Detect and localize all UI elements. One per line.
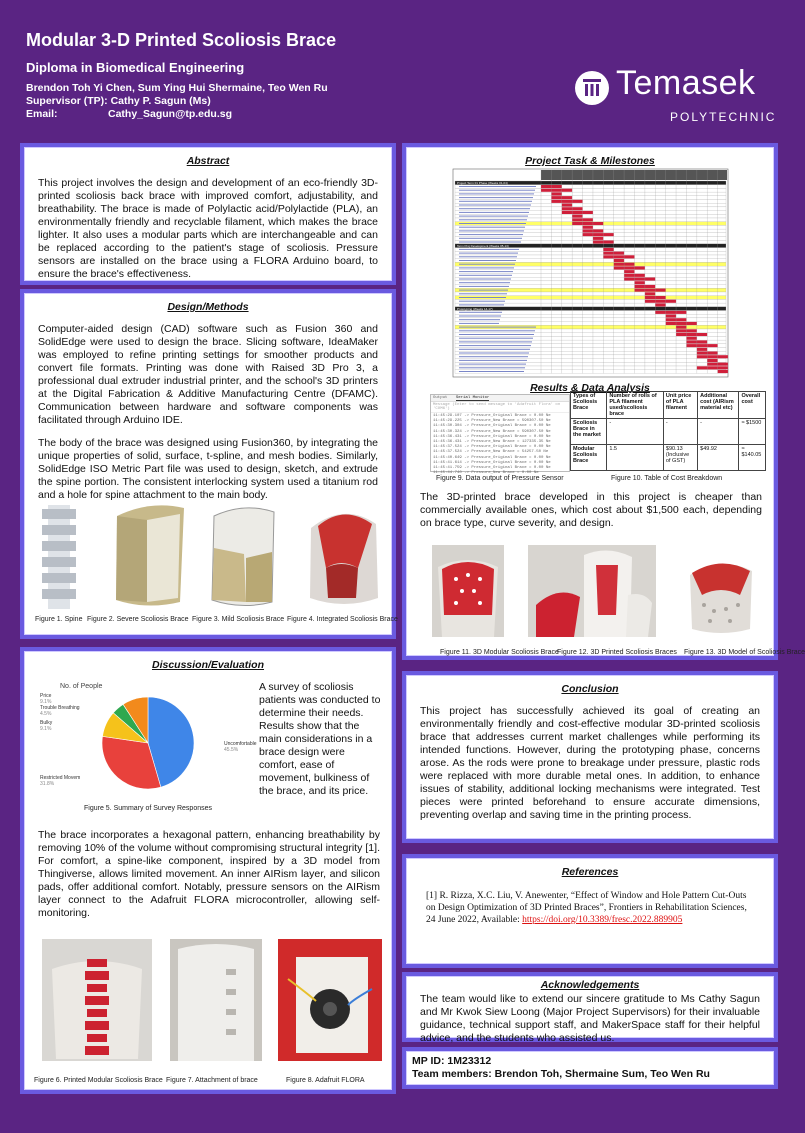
gantt-bar: [676, 333, 707, 336]
acknowledgements-title: Acknowledgements: [540, 979, 640, 991]
gantt-task-label: [459, 334, 534, 335]
gantt-bar: [614, 266, 645, 269]
gantt-task-label: [459, 253, 518, 254]
reference-1: [426, 890, 754, 926]
gantt-bar: [603, 255, 634, 258]
conclusion-panel: [402, 671, 778, 843]
gantt-task-label: [459, 190, 535, 191]
gantt-task-label: [459, 216, 528, 217]
gantt-task-label: [459, 360, 527, 361]
gantt-task-label: [459, 290, 508, 291]
gantt-task-label: [459, 349, 530, 350]
conclusion-text: This project has successfully achieved its goal of creating an environmentally friendly and cost-effective modular 3D-printed scoliosis brace that addresses current market challenges while performing its intended functions. However, during the prototyping phase, concerns arose. As the rods were prone to breakage under pressure, plastic rods were replaced with more durable metal ones. In addition, to enhance issues of stability, additional locking mechanisms were integrated. Test pieces were printed beforehand to ensure accurate dimensions, preventing overlap and saving time in the printing process.: [420, 705, 760, 821]
mp-id: MP ID: 1M23312: [412, 1055, 492, 1067]
gantt-task-label: [459, 205, 531, 206]
email-value: Cathy_Sagun@tp.edu.sg: [108, 108, 233, 120]
cost-table-cell: ≈ $1500: [739, 419, 766, 445]
serial-message-input[interactable]: Message (Enter to send message to 'Adafruit Flora' on 'COM6'): [431, 402, 569, 413]
pie-label-2: Bulky: [40, 720, 53, 726]
gantt-task-label: [459, 242, 521, 243]
reference-1-text: [1] R. Rizza, X.C. Liu, V. Anewenter, “Effect of Window and Hole Pattern Cut-Outs on Design Optimization of 3D Printed Braces”, Frontiers in Rehabilitation Sciences, 24 June 2022, Available:: [426, 891, 747, 925]
gantt-task-label: [459, 367, 525, 368]
serial-line: 11:45:44.740 -> Pressure_New Brace = 0.00 Ne: [433, 471, 539, 476]
cost-table: [570, 391, 766, 471]
cost-table-cell: Scoliosis Brace in the market: [571, 419, 607, 445]
pie-label-value-1: 31.8%: [40, 781, 55, 787]
gantt-task-label: [459, 264, 515, 265]
serial-line: 11:45:36.431 -> Pressure_New Brace = 127335.35 Ne: [433, 440, 551, 445]
gantt-bar: [593, 237, 603, 240]
gantt-task-label: [459, 186, 536, 187]
cost-table-cell: $90.13 (Inclusive of GST): [663, 445, 697, 471]
spine-model-image: [34, 501, 84, 613]
design-title: Design/Methods: [167, 301, 249, 313]
mild-brace-image: [202, 498, 287, 610]
gantt-bar: [697, 366, 728, 369]
cost-table-row: [571, 445, 766, 471]
gantt-task-label: [459, 323, 499, 324]
gantt-bar: [551, 192, 561, 195]
gantt-bar: [697, 348, 707, 351]
figure-2-caption: Figure 2. Severe Scoliosis Brace: [87, 616, 189, 623]
gantt-bar: [645, 300, 676, 303]
gantt-bar: [676, 326, 686, 329]
logo-sub: POLYTECHNIC: [670, 110, 777, 124]
discussion-title: Discussion/Evaluation: [151, 659, 265, 671]
figure-5-caption: Figure 5. Summary of Survey Responses: [84, 805, 212, 812]
gantt-task-label: [459, 356, 528, 357]
design-panel: [20, 289, 396, 639]
gantt-bar: [583, 226, 593, 229]
serial-line: 11:45:37.524 -> Pressure_Original Brace = 0.00 Ne: [433, 445, 551, 450]
abstract-text: This project involves the design and development of an eco-friendly 3D-printed scoliosis back brace with improved comfort, adjustability, and breathability. The brace is made of Polylactic acid/Polylactide (PLA), an environmentally friendly and recyclable filament, which makes the brace lighter. It also uses a modular parts which are interchangeable and can be replaced according to the patient's stage of scoliosis. Pressure sensors are installed on the brace using a FLORA Arduino board, to ensure the brace's effectiveness.: [38, 177, 378, 280]
cost-table-row: [571, 419, 766, 445]
gantt-bar: [614, 259, 624, 262]
gantt-bar: [541, 189, 572, 192]
gantt-bar: [707, 359, 717, 362]
supervisor: Supervisor (TP): Cathy P. Sagun (Ms): [26, 95, 211, 107]
integrated-brace-image: [296, 498, 391, 610]
gantt-bar: [624, 278, 655, 281]
temasek-logo: [574, 66, 779, 128]
pie-label-0: Uncomfortable: [224, 741, 257, 747]
gantt-bar: [718, 370, 728, 373]
gantt-task-label: [459, 304, 504, 305]
gantt-bar: [603, 248, 613, 251]
gantt-task-label: [459, 338, 533, 339]
brace-attachment-photo: [170, 939, 262, 1061]
cost-table-cell: Modular Scoliosis Brace: [571, 445, 607, 471]
footer-panel: [402, 1047, 778, 1089]
gantt-task-label: [459, 193, 534, 194]
milestones-title: Project Task & Milestones: [525, 155, 655, 167]
printed-braces-photo: [528, 545, 656, 637]
gantt-task-label: [459, 286, 509, 287]
gantt-bar: [572, 222, 603, 225]
gantt-task-label: [459, 312, 502, 313]
serial-line: 11:45:30.324 -> Pressure_New Brace = 590307.50 Ne: [433, 429, 551, 434]
gantt-bar: [697, 355, 728, 358]
gantt-task-label: [459, 238, 522, 239]
gantt-task-label: [459, 212, 529, 213]
poster-subtitle: Diploma in Biomedical Engineering: [26, 60, 245, 75]
results-text: The 3D-printed brace developed in this project is cheaper than commercially available ones, which cost about $1,500 each, depending on brace type, curve severity, and design.: [420, 491, 762, 529]
discussion-paragraph-2: The brace incorporates a hexagonal pattern, enhancing breathability by removing 10% of the volume without compromising structural integrity [1]. For comfort, a spine-like component, inspired by a 3D model from Thingiverse, allows limited movement. An inner AIRism layer, and silicon pads, offer additional comfort. Notably, pressure sensors on the AIRism layer connect to the Adafruit FLORA microcontroller, allowing self-monitoring.: [38, 829, 380, 919]
gantt-task-label: [459, 223, 526, 224]
figure-3-caption: Figure 3. Mild Scoliosis Brace: [192, 616, 285, 623]
poster-title: Modular 3-D Printed Scoliosis Brace: [26, 30, 337, 50]
gantt-bar: [666, 315, 676, 318]
gantt-task-label: [459, 327, 536, 328]
serial-monitor: [430, 394, 570, 476]
gantt-task-label: [459, 234, 523, 235]
discussion-panel: [20, 647, 396, 1094]
serial-lines: [431, 413, 569, 477]
gantt-bar: [686, 337, 696, 340]
reference-1-link[interactable]: https://doi.org/10.3389/fresc.2022.889905: [522, 915, 683, 925]
gantt-task-label: [459, 201, 532, 202]
serial-line: 11:45:30.304 -> Pressure_Original Brace = 0.00 Ne: [433, 424, 551, 429]
acknowledgements-panel: [402, 972, 778, 1042]
modular-brace-photo: [432, 545, 504, 637]
pie-label-value-4: 9.1%: [40, 699, 52, 705]
cost-table-header-cell: Unit price of PLA filament: [663, 392, 697, 419]
acknowledgements-text: The team would like to extend our sincere gratitude to Ms Cathy Sagun and Mr Kwok Siew Loong (Major Project Supervisors) for their invaluable guidance, technical support staff, and MakerSpace staff for their helpful advice, and the students who assisted us.: [420, 993, 760, 1044]
serial-line: 11:45:36.431 -> Pressure_Original Brace = 0.00 Ne: [433, 434, 551, 439]
figure-4-caption: Figure 4. Integrated Scoliosis Brace: [287, 616, 398, 623]
survey-text: A survey of scoliosis patients was conducted to determine their needs. Results show that the main considerations in a brace design were comfort, ease of movement, bulkiness of the brace, and its price.: [259, 681, 381, 797]
gantt-bar: [645, 292, 655, 295]
gantt-task-label: [459, 208, 530, 209]
pie-label-1: Restricted Movem: [40, 775, 81, 781]
gantt-task-label: [459, 197, 533, 198]
gantt-task-label: [459, 364, 526, 365]
pie-label-value-0: 45.5%: [224, 747, 239, 753]
results-title: Results & Data Analysis: [530, 382, 650, 394]
gantt-bar: [666, 322, 697, 325]
gantt-task-label: [459, 301, 505, 302]
authors: Brendon Toh Yi Chen, Sum Ying Hui Shermaine, Teo Wen Ru: [26, 82, 328, 94]
figure-13-caption: Figure 13. 3D Model of Scoliosis Brace: [684, 649, 805, 656]
survey-pie-chart: [36, 675, 266, 803]
gantt-chart: [453, 169, 728, 377]
gantt-task-label: [459, 297, 506, 298]
gantt-task-label: [459, 319, 500, 320]
brace-3d-model-image: [680, 545, 762, 637]
serial-output-tab[interactable]: Output: [433, 396, 448, 400]
gantt-task-label: [459, 249, 519, 250]
gantt-week-header: [541, 170, 727, 180]
gantt-task-label: [459, 256, 517, 257]
gantt-task-label: [459, 271, 513, 272]
gantt-section-label: Prototyping (Weeks 14-17): [457, 306, 493, 311]
gantt-task-label: [459, 353, 529, 354]
gantt-task-label: [459, 293, 507, 294]
adafruit-flora-photo: [278, 939, 382, 1061]
references-title: References: [561, 866, 619, 878]
serial-monitor-tab[interactable]: Serial Monitor: [455, 396, 490, 400]
gantt-task-label: [459, 230, 524, 231]
gantt-task-label: [459, 341, 532, 342]
cost-table-cell: -: [698, 419, 739, 445]
pie-label-value-3: 4.5%: [40, 711, 52, 717]
gantt-task-label: [459, 275, 512, 276]
references-panel: [402, 854, 778, 968]
figure-6-caption: Figure 6. Printed Modular Scoliosis Brace: [34, 1077, 163, 1084]
figure-8-caption: Figure 8. Adafruit FLORA: [286, 1077, 365, 1084]
conclusion-title: Conclusion: [561, 683, 619, 695]
gantt-task-label: [459, 345, 531, 346]
gantt-bar: [635, 289, 666, 292]
gantt-task-label: [459, 279, 511, 280]
gantt-bar: [572, 215, 582, 218]
abstract-panel: [20, 143, 396, 285]
severe-brace-image: [102, 498, 197, 610]
cost-table-cell: $49.92: [698, 445, 739, 471]
serial-line: 11:45:41.759 -> Pressure_Original Brace = 0.00 Ne: [433, 466, 551, 471]
serial-line: 11:45:40.649 -> Pressure_Original Brace = 0.00 Ne: [433, 455, 551, 460]
pie-label-value-2: 9.1%: [40, 726, 52, 732]
gantt-task-label: [459, 330, 535, 331]
serial-line: 11:45:29.107 -> Pressure_Original Brace = 0.00 Ne: [433, 414, 551, 418]
temasek-emblem-icon: [574, 70, 610, 106]
gantt-bar: [686, 344, 717, 347]
figure-1-caption: Figure 1. Spine: [35, 616, 83, 623]
cost-table-header-cell: Number of rolls of PLA filament used/scoliosis brace: [607, 392, 664, 419]
gantt-task-label: [459, 227, 525, 228]
gantt-task-label: [459, 282, 510, 283]
gantt-bar: [635, 281, 645, 284]
pie-label-3: Trouble Breathing: [40, 705, 80, 711]
serial-line: 11:45:29.225 -> Pressure_New Brace = 590307.50 Ne: [433, 419, 551, 424]
design-paragraph-2: The body of the brace was designed using Fusion360, by integrating the unique properties of solid, surface, t-spline, and mesh bodies. Similarly, SolidEdge ISO Metric Part file was used to design, sketch, and extrude the spine portion. The consistent interlocking system used a titanium rod and a hole for spine attachment to the main body.: [38, 437, 378, 501]
cost-table-cell: ≈ $140.05: [739, 445, 766, 471]
printed-modular-brace-photo: [42, 939, 152, 1061]
gantt-bar: [551, 200, 582, 203]
gantt-bar: [624, 270, 634, 273]
figure-9-caption: Figure 9. Data output of Pressure Sensor: [436, 475, 564, 482]
gantt-bar: [583, 233, 614, 236]
abstract-title: Abstract: [186, 155, 230, 167]
cost-table-cell: -: [607, 419, 664, 445]
gantt-bar: [562, 211, 593, 214]
design-paragraph-1: Computer-aided design (CAD) software such as Fusion 360 and SolidEdge were used to design the brace. Slicing software, IdeaMaker was employed to refine printing settings for smoother products and convert file formats. Printing was done with Raised 3D Pro 3, a professional dual extruder industrial printer, and the school's 3D printers at the Digital Fabrication & Additive Manufacturing Centre (DFAMC). Communication between hardware and software components was facilitated through Arduino IDE.: [38, 323, 378, 426]
email-label: Email:: [26, 108, 58, 120]
gantt-bar: [655, 311, 686, 314]
logo-word: Temasek: [616, 64, 756, 102]
results-panel: [402, 143, 805, 660]
cost-table-header-cell: Overall cost: [739, 392, 766, 419]
cost-table-header-cell: Types of Scoliosis Brace: [571, 392, 607, 419]
gantt-row: [455, 307, 726, 311]
gantt-section-label: Term Proj Development (Weeks 05-13): [457, 243, 509, 248]
figure-11-caption: Figure 11. 3D Modular Scoliosis Brace: [440, 649, 559, 656]
pie-label-4: Price: [40, 693, 52, 699]
gantt-task-label: [459, 219, 527, 220]
figure-10-caption: Figure 10. Table of Cost Breakdown: [611, 475, 723, 482]
cost-table-cell: 1.5: [607, 445, 664, 471]
serial-line: 11:45:41.614 -> Pressure_Original Brace = 0.00 Ne: [433, 460, 551, 465]
gantt-task-label: [459, 316, 501, 317]
gantt-task-label: [459, 260, 516, 261]
figure-7-caption: Figure 7. Attachment of brace: [166, 1077, 258, 1084]
cost-table-cell: -: [663, 419, 697, 445]
figure-12-caption: Figure 12. 3D Printed Scoliosis Braces: [557, 649, 677, 656]
gantt-section-label: Project Term 01 Phase (Weeks 01-04): [457, 181, 508, 185]
serial-line: 11:45:37.524 -> Pressure_New Brace = 54257.50 Ne: [433, 450, 549, 455]
team-members: Team members: Brendon Toh, Shermaine Sum, Teo Wen Ru: [412, 1068, 710, 1080]
pie-title: No. of People: [60, 683, 103, 690]
gantt-bar: [655, 303, 665, 306]
cost-table-header-cell: Additional cost (AIRism material etc): [698, 392, 739, 419]
gantt-bar: [562, 204, 572, 207]
gantt-task-label: [459, 267, 514, 268]
gantt-task-label: [459, 371, 524, 372]
